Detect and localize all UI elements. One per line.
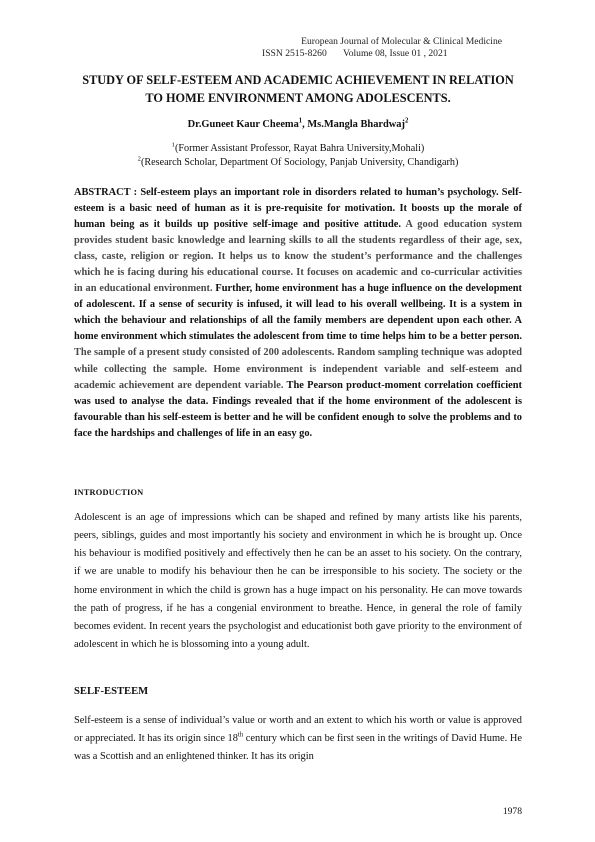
issn: ISSN 2515-8260: [262, 48, 327, 59]
author-line: [74, 118, 522, 131]
self-esteem-text-a: Self-esteem is a sense of individual’s value or worth and an extent to which his worth or value is approved or appreciated. It has its origin since 18: [74, 715, 522, 745]
affiliation-1: [74, 142, 522, 155]
affiliation-2-text: (Research Scholar, Department Of Sociology, Panjab University, Chandigarh): [140, 157, 459, 168]
journal-name: European Journal of Molecular & Clinical Medicine: [301, 36, 502, 47]
journal-meta: [262, 48, 562, 60]
abstract-part-2: A good education system provides student basic knowledge and learning skills to all the students regardless of their age, sex, class, caste, religion or region. It helps us to know the student’s performance and the challenges which he is facing during his educational course. It focuses on academic and co-curricular activities in an educational environment.: [74, 219, 522, 295]
self-esteem-sup: th: [237, 731, 244, 739]
abstract-part-4: The sample of a present study consisted of 200 adolescents. Random sampling technique was adopted while collecting the sample. Home environment is independent variable and self-esteem and academic achievement are dependent variable.: [74, 347, 522, 391]
affiliation-1-text: (Former Assistant Professor, Rayat Bahra University,Mohali): [174, 143, 425, 154]
author-1-sup: 1: [298, 117, 303, 125]
abstract-part-1: ABSTRACT : Self-esteem plays an important role in disorders related to human’s psychology. Self-esteem is a basic need of human as it is pre-requisite for motivation. It boosts up the morale of human being as it builds up positive self-image and positive attitude.: [74, 187, 522, 231]
introduction-paragraph: Adolescent is an age of impressions which can be shaped and refined by many artists like his parents, peers, siblings, guides and most importantly his society and environment in which he is brought up. Once his behaviour is modified positively and effectively then he can be an asset to his society. On the contrary, if we are unable to modify his behaviour then he can be irresponsible to his society. The society or the home environment in which the child is grown has a huge impact on his personality. He can move towards the path of progress, if he has a congenial environment to breathe. Hence, in general the role of family becomes evident. In recent years the psychologist and educationist both gave priority to the environment of adolescent in which he is blossoming into a young adult.: [74, 512, 522, 651]
page-number: 1978: [502, 806, 522, 817]
author-separator: ,: [302, 119, 308, 130]
author-1: Dr.Guneet Kaur Cheema: [187, 119, 299, 130]
volume-issue: Volume 08, Issue 01 , 2021: [343, 48, 448, 59]
affiliation-2: [74, 156, 522, 169]
self-esteem-heading: SELF-ESTEEM: [74, 686, 149, 697]
author-2: Ms.Mangla Bhardwaj: [307, 119, 405, 130]
abstract: [74, 185, 522, 442]
affiliation-1-sup: 1: [171, 141, 175, 149]
abstract-part-5: The Pearson product-moment correlation coefficient was used to analyse the data. Findings revealed that if the home environment of the adolescent is favourable than his self-esteem is better and he will be confident enough to solve the problems and to face the hardships and challenges of life in an easy go.: [74, 379, 523, 439]
self-esteem-paragraph: [74, 712, 522, 766]
paper-title: STUDY OF SELF-ESTEEM AND ACADEMIC ACHIEVEMENT IN RELATION TO HOME ENVIRONMENT AMONG ADOLESCENTS.: [82, 73, 514, 105]
author-2-sup: 2: [404, 117, 409, 125]
introduction-heading: INTRODUCTION: [74, 488, 144, 497]
affiliation-2-sup: 2: [137, 155, 141, 163]
self-esteem-text-b: century which can be first seen in the writings of David Hume. He was a Scottish and an enlightened thinker. It has its origin: [74, 733, 522, 763]
abstract-part-3: Further, home environment has a huge influence on the development of adolescent. If a sense of security is infused, it will lead to his overall wellbeing. It is a system in which the behaviour and relationships of all the family members are dependent upon each other. A home environment which stimulates the adolescent from time to time helps him to be a better person.: [74, 283, 522, 343]
